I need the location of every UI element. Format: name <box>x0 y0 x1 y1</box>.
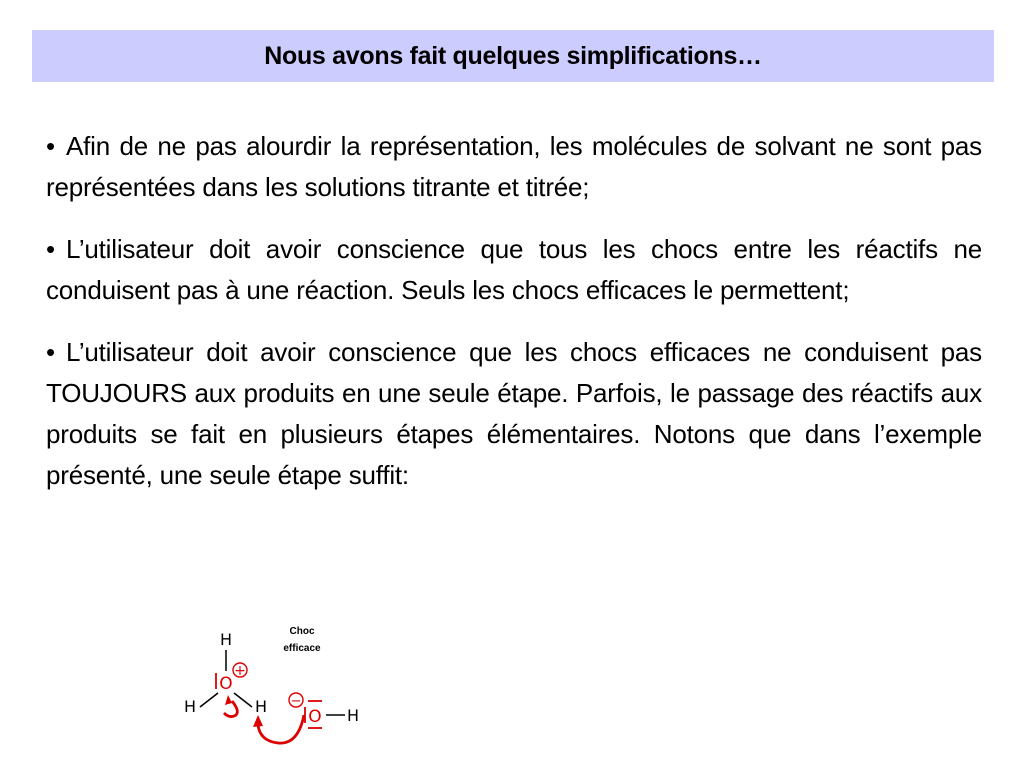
plus-charge: + <box>234 663 246 679</box>
bond-right <box>234 693 252 707</box>
o-hydroxide-atom: O <box>308 707 322 727</box>
bullet-text: L’utilisateur doit avoir conscience que tous les chocs entre les réactifs ne conduisent pas à une réaction. Seuls les chocs efficaces le permettent; <box>46 234 982 305</box>
title-bar <box>32 30 994 82</box>
electron-arrow-outer <box>258 715 304 743</box>
bond-left <box>200 693 218 707</box>
o-hydronium-atom: O <box>219 674 233 694</box>
bullet-item <box>46 126 982 208</box>
h-right-atom: H <box>254 697 268 716</box>
choc-label-line1: Choc <box>289 626 315 637</box>
bullet-dot: • <box>46 337 55 367</box>
electron-arrow-inner-head <box>225 695 232 705</box>
bullet-dot: • <box>46 131 55 161</box>
choc-label-line2: efficace <box>283 643 321 654</box>
bullet-dot: • <box>46 234 55 264</box>
h-top-atom: H <box>219 630 233 649</box>
bullet-item <box>46 332 982 496</box>
slide-title: Nous avons fait quelques simplifications… <box>264 41 762 70</box>
reaction-diagram-svg <box>170 615 370 765</box>
bullet-item <box>46 229 982 311</box>
bullet-text: Afin de ne pas alourdir la représentation, les molécules de solvant ne sont pas représentées dans les solutions titrante et titrée; <box>46 131 982 202</box>
h-left-atom: H <box>183 697 197 716</box>
electron-arrow-outer-head <box>253 715 263 727</box>
h-hydroxide-atom: H <box>346 706 360 725</box>
minus-charge: − <box>290 694 302 709</box>
bullet-list <box>46 126 982 517</box>
bullet-text: L’utilisateur doit avoir conscience que les chocs efficaces ne conduisent pas TOUJOURS aux produits en une seule étape. Parfois, le passage des réactifs aux produits se fait en plusieurs étapes élémentaires. Notons que dans l’exemple présenté, une seule étape suffit: <box>46 337 982 490</box>
reaction-diagram <box>170 615 370 765</box>
